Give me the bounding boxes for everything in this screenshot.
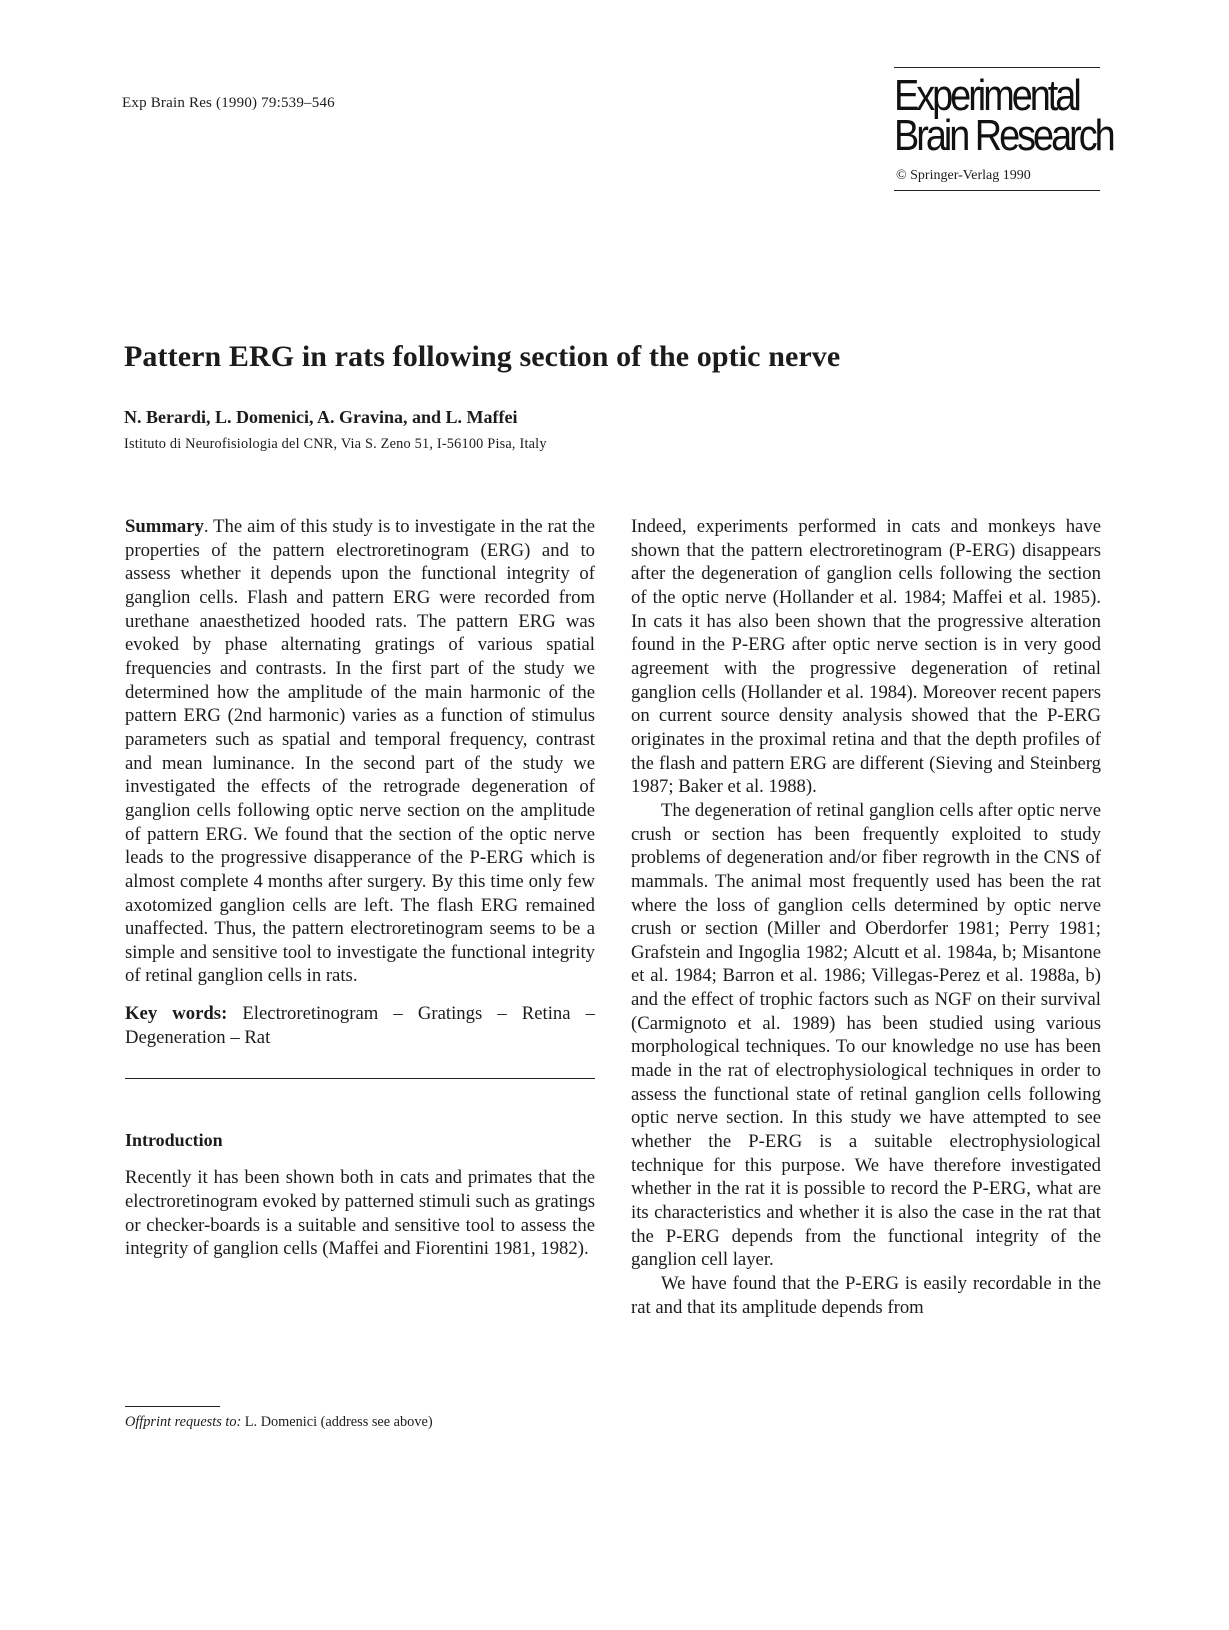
journal-masthead (894, 67, 1113, 191)
footnote-text: L. Domenici (address see above) (241, 1414, 433, 1430)
summary-text: . The aim of this study is to investigate in the rat the properties of the pattern electroretinogram (ERG) and to assess whether it depends upon the functional integrity of ganglion cells. Flash and pattern ERG were recorded from urethane anaesthetized hooded rats. The pattern ERG was evoked by phase alternating gratings of various spatial frequencies and contrasts. In the first part of the study we determined how the amplitude of the main harmonic of the pattern ERG (2nd harmonic) varies as a function of stimulus parameters such as spatial and temporal frequency, contrast and mean luminance. In the second part of the study we investigated the effects of the retrograde degeneration of ganglion cells following optic nerve section on the amplitude of pattern ERG. We found that the section of the optic nerve leads to the progressive disapperance of the P-ERG which is almost complete 4 months after surgery. By this time only few axotomized ganglion cells are left. The flash ERG remained unaffected. Thus, the pattern electroretinogram seems to be a simple and sensitive tool to investigate the functional integrity of retinal ganglion cells in rats. (125, 516, 595, 987)
introduction-heading: Introduction (125, 1130, 223, 1151)
masthead-top-rule (894, 67, 1100, 68)
keywords-paragraph (125, 1002, 595, 1049)
article-title: Pattern ERG in rats following section of the optic nerve (124, 340, 841, 373)
section-divider (125, 1078, 595, 1079)
journal-logo-line1: Experimental (894, 71, 1079, 120)
right-column (631, 515, 1101, 1319)
intro-paragraph-1: Recently it has been shown both in cats and primates that the electroretinogram evoked by patterned stimuli such as gratings or checker-boards is a suitable and sensitive tool to assess the integrity of ganglion cells (Maffei and Fiorentini 1981, 1982). (125, 1167, 595, 1260)
journal-citation: Exp Brain Res (1990) 79:539–546 (122, 95, 335, 111)
keywords-label: Key words: (125, 1003, 228, 1025)
article-authors: N. Berardi, L. Domenici, A. Gravina, and L. Maffei (124, 407, 518, 427)
footnote (125, 1414, 433, 1431)
summary-paragraph (125, 515, 595, 988)
footnote-label: Offprint requests to: (125, 1414, 242, 1430)
copyright-notice: © Springer-Verlag 1990 (896, 168, 1031, 183)
keywords-text: Electroretinogram – Gratings – Retina – Degeneration – Rat (125, 1003, 595, 1048)
author-affiliation: Istituto di Neurofisiologia del CNR, Via S. Zeno 51, I-56100 Pisa, Italy (124, 436, 547, 452)
left-column (125, 515, 595, 1261)
intro-paragraph-2: Indeed, experiments performed in cats and monkeys have shown that the pattern electroretinogram (P-ERG) disappears after the degeneration of ganglion cells following the section of the optic nerve (Hollander et al. 1984; Maffei et al. 1985). In cats it has also been shown that the progressive alteration found in the P-ERG after optic nerve section is in very good agreement with the progressive degeneration of retinal ganglion cells (Hollander et al. 1984). Moreover recent papers on current source density analysis showed that the P-ERG originates in the proximal retina and that the depth profiles of the flash and pattern ERG are different (Sieving and Steinberg 1987; Baker et al. 1988). (631, 516, 1101, 798)
summary-label: Summary (125, 516, 204, 537)
intro-paragraph-4: We have found that the P-ERG is easily recordable in the rat and that its amplitude depends from (631, 1273, 1101, 1318)
footnote-rule (125, 1406, 220, 1407)
intro-paragraph-3: The degeneration of retinal ganglion cells after optic nerve crush or section has been frequently exploited to study problems of degeneration and/or fiber regrowth in the CNS of mammals. The animal most frequently used has been the rat where the loss of ganglion cells determined by optic nerve crush or section (Miller and Oberdorfer 1981; Perry 1981; Grafstein and Ingoglia 1982; Alcutt et al. 1984a, b; Misantone et al. 1984; Barron et al. 1986; Villegas-Perez et al. 1988a, b) and the effect of trophic factors such as NGF on their survival (Carmignoto et al. 1989) has been studied using various morphological techniques. To our knowledge no use has been made in the rat of electrophysiological techniques in order to assess the functional state of retinal ganglion cells following optic nerve section. In this study we have attempted to see whether the P-ERG is a suitable electrophysiological technique for this purpose. We have therefore investigated whether in the rat it is possible to record the P-ERG, what are its characteristics and whether it is also the case in the rat that the P-ERG depends from the functional integrity of the ganglion cell layer. (631, 799, 1101, 1271)
masthead-bottom-rule (894, 190, 1100, 191)
journal-logo (894, 71, 1113, 160)
journal-logo-line2: Brain Research (894, 111, 1113, 160)
